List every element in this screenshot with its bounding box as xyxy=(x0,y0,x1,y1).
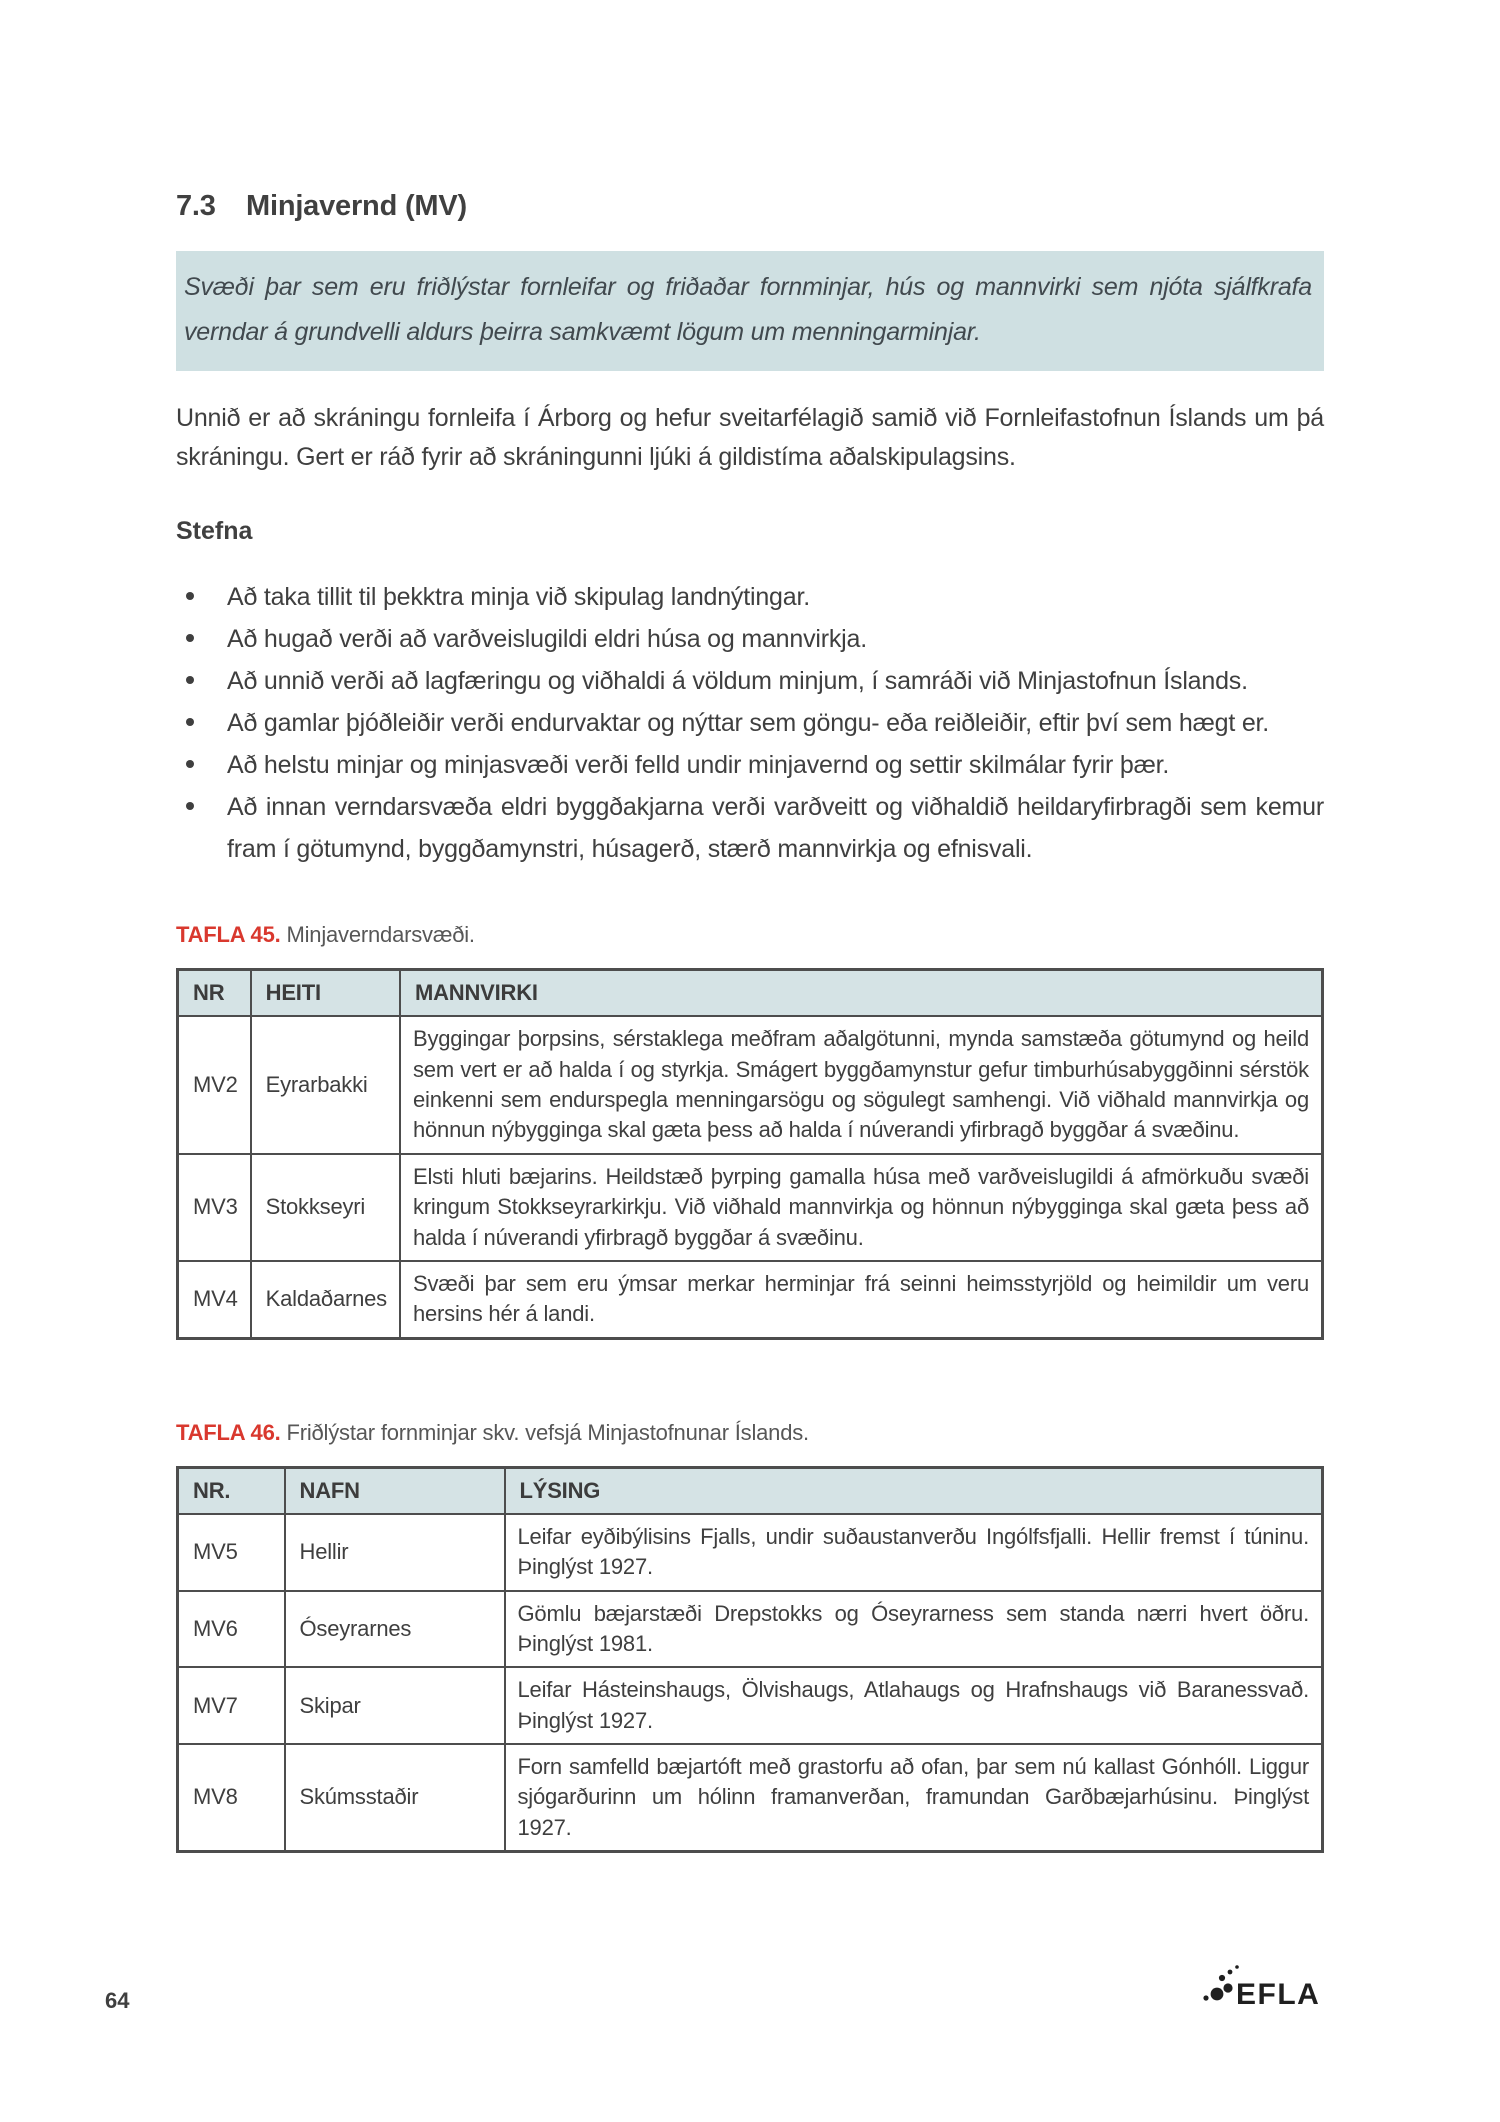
list-item xyxy=(176,576,1324,618)
table46-caption-label: TAFLA 46. xyxy=(176,1419,281,1445)
cell-description: Leifar Hásteinshaugs, Ölvishaugs, Atlahaugs og Hrafnshaugs við Baranessvað. Þinglýst 1927. xyxy=(505,1667,1323,1744)
bullet-icon xyxy=(186,634,194,642)
table-row xyxy=(178,1016,1323,1153)
cell-description: Svæði þar sem eru ýmsar merkar herminjar frá seinni heimsstyrjöld og heimildir um veru hersins hér á landi. xyxy=(400,1261,1323,1338)
table45-caption xyxy=(176,922,1324,948)
column-header-nafn: NAFN xyxy=(285,1467,505,1514)
cell-name: Skipar xyxy=(285,1667,505,1744)
cell-description: Forn samfelld bæjartóft með grastorfu að ofan, þar sem nú kallast Gónhóll. Liggur sjógarðurinn um hólinn framanverðan, framundan Garðbæjarhúsinu. Þinglýst 1927. xyxy=(505,1744,1323,1852)
bullet-text: Að unnið verði að lagfæringu og viðhaldi á völdum minjum, í samráði við Minjastofnun Íslands. xyxy=(227,667,1248,695)
cell-description: Elsti hluti bæjarins. Heildstæð þyrping gamalla húsa með varðveislugildi á afmörkuðu svæði kringum Stokkseyrarkirkju. Við viðhald mannvirkja og hönnun nýbygginga skal gæta þess að halda í núverandi yfirbragð byggðar á svæðinu. xyxy=(400,1154,1323,1261)
table-minjaverndarsvaedi xyxy=(176,968,1324,1340)
cell-name: Óseyrarnes xyxy=(285,1591,505,1668)
table45-caption-label: TAFLA 45. xyxy=(176,922,281,947)
efla-logo-text: EFLA xyxy=(1236,1978,1321,2011)
section-heading xyxy=(176,190,1324,223)
bullet-icon xyxy=(186,802,194,810)
bullet-text: Að gamlar þjóðleiðir verði endurvaktar og nýttar sem göngu- eða reiðleiðir, eftir því sem hægt er. xyxy=(227,709,1270,737)
cell-name: Kaldaðarnes xyxy=(251,1261,400,1338)
efla-logo-dots xyxy=(1203,1965,1238,2000)
page-content xyxy=(176,0,1324,1853)
intro-paragraph: Unnið er að skráningu fornleifa í Árborg og hefur sveitarfélagið samið við Fornleifastofnun Íslands um þá skráningu. Gert er ráð fyrir að skráningunni ljúki á gildistíma aðalskipulagsins. xyxy=(176,404,1324,471)
table-header-row xyxy=(178,1467,1323,1514)
list-item xyxy=(176,786,1324,870)
section-title: Minjavernd (MV) xyxy=(246,190,467,222)
bullet-icon xyxy=(186,760,194,768)
bullet-text: Að taka tillit til þekktra minja við skipulag landnýtingar. xyxy=(227,583,810,611)
stefna-heading: Stefna xyxy=(176,517,253,545)
cell-description: Byggingar þorpsins, sérstaklega meðfram aðalgötunni, mynda samstæða götumynd og heild sem vert er að halda í og styrkja. Smágert byggðamynstur gefur timburhúsabyggðinni sérstök einkenni sem endurspegla menningarsögu og sögulegt samhengi. Við viðhald mannvirkja og hönnun nýbygginga skal gæta þess að halda í núverandi yfirbragð byggðar á svæðinu. xyxy=(400,1016,1323,1153)
table-row xyxy=(178,1744,1323,1852)
list-item xyxy=(176,702,1324,744)
page-number: 64 xyxy=(105,1988,130,2013)
table-header-row xyxy=(178,970,1323,1017)
table46-caption-text: Friðlýstar fornminjar skv. vefsjá Minjastofnunar Íslands. xyxy=(286,1419,809,1445)
cell-name: Skúmsstaðir xyxy=(285,1744,505,1852)
efla-logo xyxy=(1200,1962,1326,2012)
table45-caption-text: Minjaverndarsvæði. xyxy=(286,922,475,947)
cell-nr: MV3 xyxy=(178,1154,251,1261)
bullet-icon xyxy=(186,676,194,684)
bullet-icon xyxy=(186,592,194,600)
list-item xyxy=(176,618,1324,660)
cell-nr: MV5 xyxy=(178,1514,285,1591)
cell-nr: MV7 xyxy=(178,1667,285,1744)
bullet-text: Að hugað verði að varðveislugildi eldri húsa og mannvirkja. xyxy=(227,625,867,653)
list-item xyxy=(176,660,1324,702)
bullet-text: Að innan verndarsvæða eldri byggðakjarna verði varðveitt og viðhaldið heildaryfirbragði sem kemur fram í götumynd, byggðamynstri, húsagerð, stærð mannvirkja og efnisvali. xyxy=(227,793,1324,863)
policy-bullet-list xyxy=(176,576,1324,870)
section-number: 7.3 xyxy=(176,190,216,222)
cell-description: Gömlu bæjarstæði Drepstokks og Óseyrarness sem standa nærri hvert öðru. Þinglýst 1981. xyxy=(505,1591,1323,1668)
table-row xyxy=(178,1667,1323,1744)
cell-name: Hellir xyxy=(285,1514,505,1591)
cell-nr: MV8 xyxy=(178,1744,285,1852)
cell-name: Stokkseyri xyxy=(251,1154,400,1261)
column-header-nr: NR xyxy=(178,970,251,1017)
cell-description: Leifar eyðibýlisins Fjalls, undir suðaustanverðu Ingólfsfjalli. Hellir fremst í túninu. Þinglýst 1927. xyxy=(505,1514,1323,1591)
bullet-text: Að helstu minjar og minjasvæði verði felld undir minjavernd og settir skilmálar fyrir þær. xyxy=(227,751,1170,779)
table-row xyxy=(178,1261,1323,1338)
cell-name: Eyrarbakki xyxy=(251,1016,400,1153)
cell-nr: MV4 xyxy=(178,1261,251,1338)
policy-highlight-box: Svæði þar sem eru friðlýstar fornleifar og friðaðar fornminjar, hús og mannvirki sem njóta sjálfkrafa verndar á grundvelli aldurs þeirra samkvæmt lögum um menningarminjar. xyxy=(176,251,1324,371)
column-header-mannvirki: MANNVIRKI xyxy=(400,970,1323,1017)
column-header-lysing: LÝSING xyxy=(505,1467,1323,1514)
table-row xyxy=(178,1591,1323,1668)
cell-nr: MV6 xyxy=(178,1591,285,1668)
cell-nr: MV2 xyxy=(178,1016,251,1153)
table-row xyxy=(178,1514,1323,1591)
table-row xyxy=(178,1154,1323,1261)
bullet-icon xyxy=(186,718,194,726)
table46-caption xyxy=(176,1420,1324,1446)
column-header-heiti: HEITI xyxy=(251,970,400,1017)
column-header-nr: NR. xyxy=(178,1467,285,1514)
table-fridlystar-fornminjar xyxy=(176,1466,1324,1854)
list-item xyxy=(176,744,1324,786)
